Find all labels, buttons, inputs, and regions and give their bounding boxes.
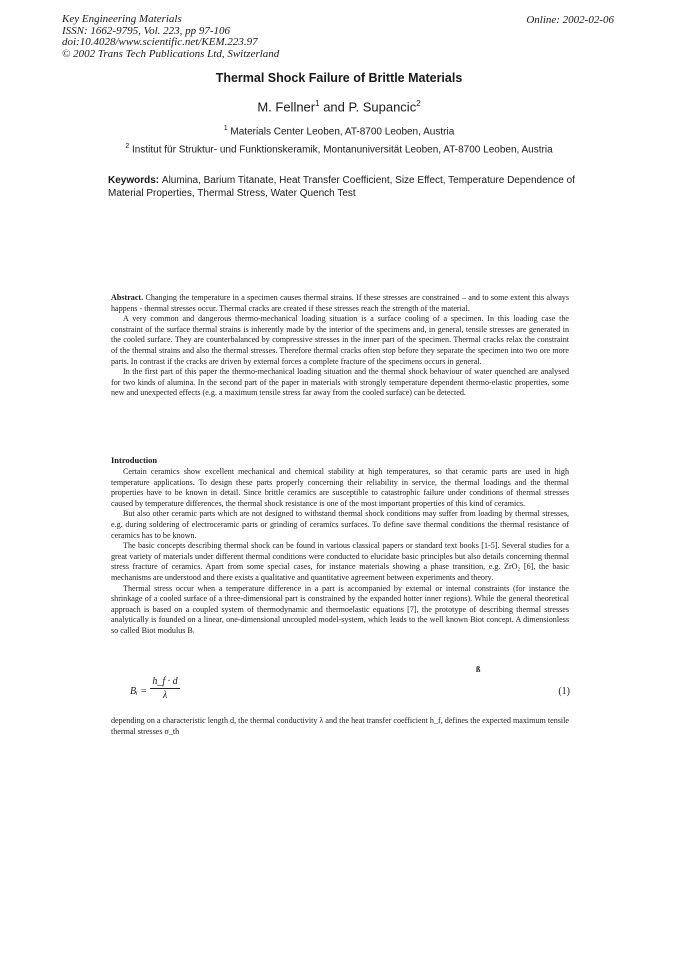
- post-equation-text: depending on a characteristic length d, the thermal conductivity λ and the heat transfer coefficient h_f, defines the expected maximum tensile thermal stresses σ_th: [111, 716, 569, 736]
- keywords-text: Alumina, Barium Titanate, Heat Transfer Coefficient, Size Effect, Temperature Dependence of Material Properties, Thermal Stress, Water Quench Test: [108, 175, 575, 199]
- journal-copyright: © 2002 Trans Tech Publications Ltd, Switzerland: [62, 47, 280, 60]
- author-2-sup: 2: [416, 99, 421, 108]
- journal-doi: doi:10.4028/www.scientific.net/KEM.223.97: [62, 36, 258, 48]
- author-2: P. Supancic: [348, 99, 417, 115]
- journal-header: [62, 14, 279, 60]
- margin-mark: ß: [476, 665, 481, 674]
- authors: [0, 99, 678, 114]
- equation-numerator: h_f · d: [150, 676, 180, 689]
- keywords-label: Keywords:: [108, 175, 162, 186]
- abstract-p2: A very common and dangerous thermo-mechanical loading situation is a surface cooling of a specimen. In this loading case the constraint of the surface thermal strains is inherently made by the interior of the specimens and, in general, tensile stresses are generated in the cooled surface. They are counterbalanced by compressive stresses in the inner part of the specimen. Thermal cracks relax the constraint of the thermal strains and also the thermal stresses. Therefore thermal cracks often stop before they separate the specimen into two ore more parts. In contrast if the cracks are driven by external forces a complete fracture of the specimens occurs in general.: [111, 314, 569, 366]
- abstract-p3: In the first part of this paper the thermo-mechanical loading situation and the thermal shock behaviour of water quenched are analysed for two kinds of alumina. In the second part of the paper in materials with strongly temperature dependent thermo-elastic properties, some new and unexpected effects (e.g. a maximum tensile stress far away from the cooled surface) can be detected.: [111, 367, 569, 398]
- keywords: [108, 175, 588, 200]
- introduction-body: [111, 467, 569, 637]
- abstract-p1: Abstract. Changing the temperature in a specimen causes thermal strains. If these stresses are constrained – and to some extent this always happens - thermal stresses occur. Thermal cracks are created if these stresses reach the strength of the material.: [111, 293, 569, 313]
- online-date: Online: 2002-02-06: [526, 14, 614, 26]
- journal-issn: ISSN: 1662-9795, Vol. 223, pp 97-106: [62, 24, 231, 37]
- section-heading-introduction: Introduction: [111, 455, 158, 465]
- intro-p1: Certain ceramics show excellent mechanical and chemical stability at high temperatures, so that ceramic parts are used in high temperature applications. To design these parts properly concerning their reliability in service, the thermal loadings and the thermal properties have to be known in detail. Since brittle ceramics are susceptible to catastrophic failure under conditions of thermal stresses caused by temperature differences, the thermal shock resistance is one of the most important properties of this kind of ceramics.: [111, 467, 569, 508]
- intro-p3: The basic concepts describing thermal shock can be found in various classical papers or standard text books [1-5]. Several studies for a great variety of materials under different thermal conditions were conducted to elucidate basic principles but also details concerning thermal stress fracture of ceramics. Apart from some special cases, for instance materials showing a phase transition, e.g. ZrO₂ [6], the basic mechanisms are understood and there exists a qualitative and quantitative agreement between experiments and theory.: [111, 541, 569, 582]
- author-1-sup: 1: [315, 99, 320, 108]
- abstract-label: Abstract.: [111, 293, 144, 302]
- paper-title: Thermal Shock Failure of Brittle Materials: [215, 71, 463, 85]
- journal-name: Key Engineering Materials: [62, 13, 182, 25]
- author-1: M. Fellner: [257, 99, 316, 115]
- equation-number: (1): [558, 686, 570, 697]
- affiliation-2: $^2$ Institut für Struktur- und Funktionskeramik, Montanuniversität Leoben, AT-8700 Leoben, Austria: [125, 143, 553, 156]
- affiliation-1: $^1$ Materials Center Leoben, AT-8700 Leoben, Austria: [223, 125, 455, 138]
- equation-denominator: λ: [162, 690, 168, 701]
- intro-p4: Thermal stress occur when a temperature difference in a part is accompanied by external or internal constraints (for instance the shrinkage of a cooled surface of a three-dimensional part is constrained by the expanded hotter inner regions). While the general theoretical approach is based on a coupled system of thermodynamic and thermoelastic equations [7], the prototype of describing thermal stresses analytically is founded on a linear, one-dimensional uncoupled model-system, which leads to the well known Biot concept. A dimensionless so called Biot modulus Bᵢ: [111, 583, 569, 635]
- intro-p2: But also other ceramic parts which are not designed to withstand thermal shock conditions may suffer from loading by thermal stresses, e.g. during soldering of electroceramic parts or grinding of ceramics surfaces. To define save thermal conditions the thermal resistance of ceramics has to be known.: [111, 509, 569, 540]
- equation-1: [130, 676, 570, 708]
- equation-lhs: Bᵢ =: [130, 686, 147, 697]
- authors-and: and: [319, 99, 349, 115]
- equation-fraction: [150, 676, 180, 701]
- abstract: [111, 293, 569, 399]
